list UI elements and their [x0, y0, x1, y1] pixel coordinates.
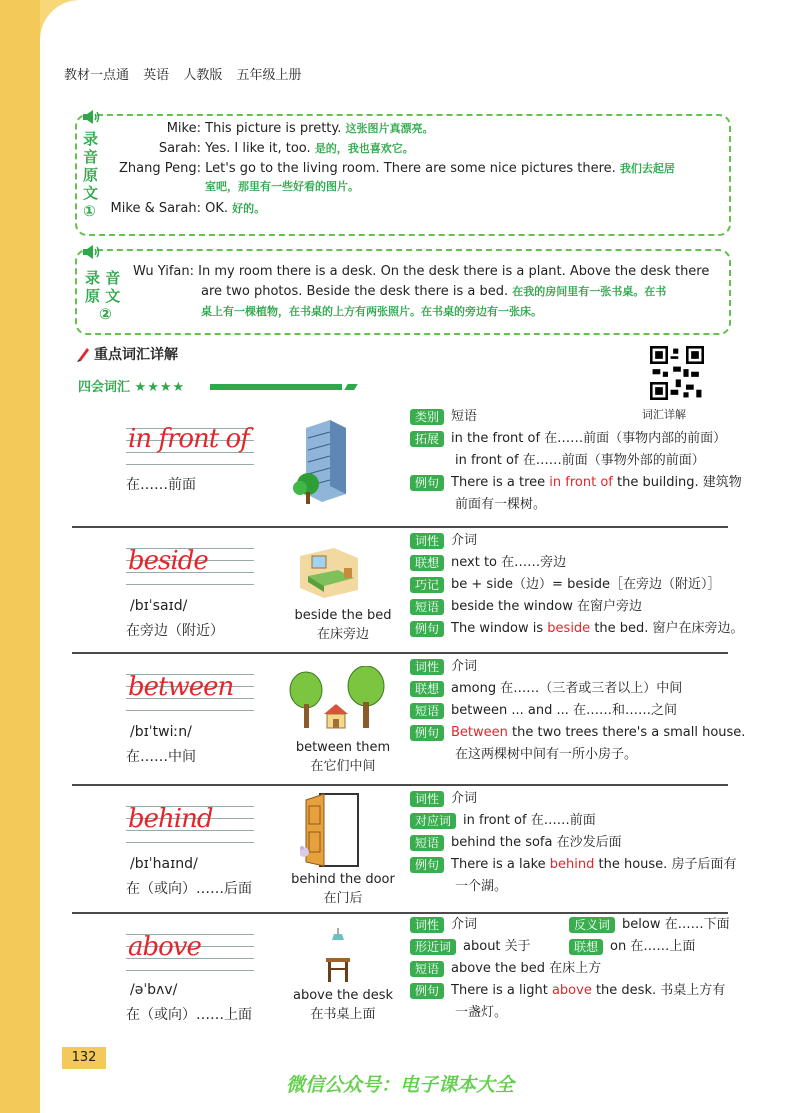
tag-association: 联想 [410, 681, 444, 697]
audio-transcript-2 [75, 249, 731, 335]
tag-mnemonic: 巧记 [410, 577, 444, 593]
textbook-page [40, 0, 800, 1113]
tag-example: 例句 [410, 983, 444, 999]
audio-label: 录 音 原 文 ① [83, 130, 99, 220]
vocab-word: between [128, 672, 234, 702]
vocab-meaning: 在旁边（附近） [126, 623, 224, 639]
vocab-meaning: 在……中间 [126, 749, 196, 765]
page-number: 132 [62, 1047, 106, 1069]
tag-phrase: 短语 [410, 835, 444, 851]
qr-label: 词汇详解 [642, 408, 686, 421]
illustration-caption: between them 在它们中间 [295, 740, 391, 774]
header-item: 五年级上册 [236, 68, 302, 83]
definition-list: 词性 介词 联想 among 在……（三者或三者以上）中间 短语 between ... and ... 在……和……之间 例句 Between the two trees there's a small house. 在这两棵树中间有一所小房子。 [410, 656, 745, 766]
vocab-entry [72, 786, 737, 914]
audio-label: 录 音 原 文 ② [85, 269, 121, 323]
dialogue-line: Sarah: Yes. I like it, too. 是的，我也喜欢它。 [158, 141, 414, 156]
tag-counterpart: 对应词 [410, 813, 456, 829]
section-subtitle: 四会词汇 ★★★★ [78, 380, 186, 395]
dialogue-line: Zhang Peng: Let's go to the living room. There are some nice pictures there. 我们去起居 [119, 161, 675, 176]
vocab-entry [72, 914, 728, 1032]
phonetic: /bɪˈhaɪnd/ [130, 856, 198, 872]
wechat-watermark: 微信公众号：电子课本大全 [286, 1074, 515, 1096]
tag-association: 联想 [410, 555, 444, 571]
illustration-caption: behind the door 在门后 [291, 872, 395, 906]
speaker-icon[interactable] [83, 245, 101, 259]
tag-phrase: 短语 [410, 599, 444, 615]
definition-list: 类别 短语 拓展 in the front of 在……前面（事物内部的前面） in front of 在……前面（事物外部的前面） 例句 There is a tree in front of the building. 建筑物 前面有一棵树。 [410, 406, 742, 516]
dialogue-line: Wu Yifan: In my room there is a desk. On the desk there is a plant. Above the desk there [133, 264, 710, 279]
illustration-caption: beside the bed 在床旁边 [294, 608, 392, 642]
tag-part-of-speech: 词性 [410, 533, 444, 549]
pencil-icon [76, 346, 90, 362]
header-item: 教材一点通 [64, 68, 130, 83]
vocab-meaning: 在……前面 [126, 477, 196, 493]
dialogue-line: are two photos. Beside the desk there is a bed. 在我的房间里有一张书桌。在书 [201, 284, 667, 299]
dialogue-line: 室吧，那里有一些好看的图片。 [205, 180, 359, 193]
vocab-meaning: 在（或向）……上面 [126, 1007, 252, 1023]
running-header [64, 64, 311, 83]
phonetic: /əˈbʌv/ [130, 982, 178, 998]
divider-bar [210, 384, 342, 390]
trees-house-illustration [286, 666, 386, 730]
section-title: 重点词汇详解 [76, 344, 178, 364]
dialogue-line: Mike: This picture is pretty. 这张图片真漂亮。 [166, 121, 434, 136]
definition-list: 词性 介词 对应词 in front of 在……前面 短语 behind the sofa 在沙发后面 例句 There is a lake behind the house. 房子后面有 一个湖。 [410, 788, 736, 898]
tag-part-of-speech: 词性 [410, 791, 444, 807]
tag-phrase: 短语 [410, 703, 444, 719]
tag-part-of-speech: 词性 [410, 659, 444, 675]
door-illustration [300, 790, 364, 870]
tag-example: 例句 [410, 621, 444, 637]
tag-extension: 拓展 [410, 431, 444, 447]
tag-phrase: 短语 [410, 961, 444, 977]
vocab-entry [72, 654, 746, 786]
desk-lamp-illustration [322, 928, 354, 984]
qr-code[interactable] [650, 346, 704, 400]
definition-list: 词性 介词 联想 next to 在……旁边 巧记 be + side（边）= beside［在旁边（附近）］ 短语 beside the window 在窗户旁边 例句 The window is beside the bed. 窗户在床旁边。 [410, 530, 744, 640]
tag-category: 类别 [410, 409, 444, 425]
tag-similar-word: 形近词 [410, 939, 456, 955]
tag-example: 例句 [410, 857, 444, 873]
building-tree-illustration [290, 414, 350, 506]
tag-part-of-speech: 词性 [410, 917, 444, 933]
header-item: 英语 [143, 68, 170, 83]
phonetic: /bɪˈsaɪd/ [130, 598, 188, 614]
vocab-entry [72, 404, 742, 528]
tag-example: 例句 [410, 475, 444, 491]
vocab-word: behind [128, 804, 213, 834]
definition-list: 词性 介词 反义词 below 在……下面 形近词 about 关于 联想 on 在……上面 短语 above the bed 在床上方 例句 There is a light above the desk. 书桌上方有 一盏灯。 [410, 914, 730, 1024]
dialogue-line: 桌上有一棵植物，在书桌的上方有两张照片。在书桌的旁边有一张床。 [201, 305, 542, 318]
tag-association: 联想 [569, 939, 603, 955]
star-rating: ★★★★ [134, 380, 186, 395]
vocab-meaning: 在（或向）……后面 [126, 881, 252, 897]
vocab-entry [72, 528, 744, 654]
vocab-word: in front of [128, 424, 249, 454]
divider-bar-end [344, 384, 357, 390]
dialogue-line: Mike & Sarah: OK. 好的。 [110, 201, 266, 216]
audio-transcript-1 [75, 114, 731, 236]
vocab-word: above [128, 932, 201, 962]
bedroom-illustration [294, 546, 364, 598]
illustration-caption: above the desk 在书桌上面 [292, 988, 393, 1022]
vocab-word: beside [128, 546, 208, 576]
phonetic: /bɪˈtwiːn/ [130, 724, 192, 740]
tag-antonym: 反义词 [569, 917, 615, 933]
tag-example: 例句 [410, 725, 444, 741]
header-item: 人教版 [183, 68, 223, 83]
